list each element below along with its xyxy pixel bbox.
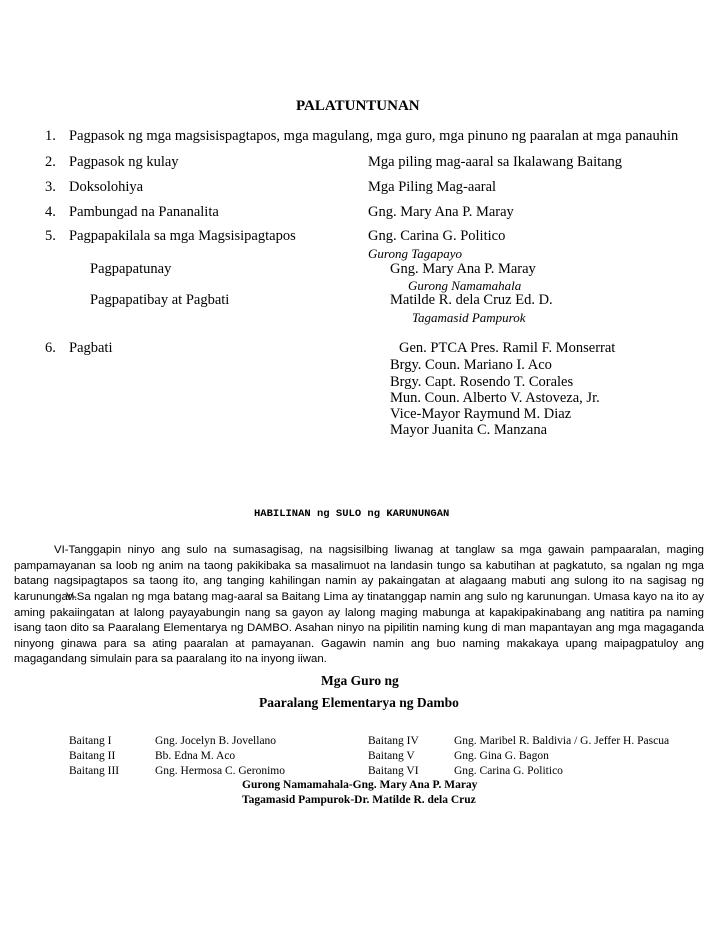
teacher-grade: Baitang II [69,750,116,762]
principal-line: Gurong Namamahala-Gng. Mary Ana P. Maray [242,779,478,791]
supervisor-line: Tagamasid Pampurok-Dr. Matilde R. dela Cruz [242,794,476,806]
greeting-name: Mun. Coun. Alberto V. Astoveza, Jr. [390,390,600,406]
program-item-label: Pagpapakilala sa mga Magsisipagtapos [69,228,296,244]
greeting-name: Brgy. Capt. Rosendo T. Corales [390,374,574,390]
presenter-role: Tagamasid Pampurok [412,310,526,325]
program-item-number: 5. [45,228,56,244]
teacher-grade: Baitang IV [368,735,419,747]
greeting-name: Mayor Juanita C. Manzana [390,422,548,438]
program-subitem-label: Pagpapatibay at Pagbati [90,292,230,308]
teacher-name: Gng. Gina G. Bagon [454,750,549,762]
presenter-role: Gurong Tagapayo [368,246,463,261]
program-title: PALATUNTUNAN [296,98,420,114]
program-item-label: Pagbati [69,340,113,356]
program-item-label: Pagpasok ng mga magsisispagtapos, mga magulang, mga guro, mga pinuno ng paaralan at mga panauhin [69,128,679,144]
greeting-name: Brgy. Coun. Mariano I. Aco [390,357,552,373]
teacher-name: Gng. Carina G. Politico [454,765,563,777]
program-subitem-presenter: Matilde R. dela Cruz Ed. D. [390,292,553,308]
teacher-name: Gng. Jocelyn B. Jovellano [155,735,277,747]
teacher-name: Gng. Maribel R. Baldivia / G. Jeffer H. Pascua [454,735,670,747]
teacher-name: Bb. Edna M. Aco [155,750,236,762]
teacher-grade: Baitang V [368,750,415,762]
teacher-grade: Baitang VI [368,765,419,777]
school-name: Paaralang Elementarya ng Dambo [259,695,459,710]
program-item-presenter: Gng. Carina G. Politico [368,228,506,244]
program-item-number: 4. [45,204,56,220]
presenter-role: Gurong Namamahala [408,278,522,293]
habilinan-paragraph-grade5: V-Sa ngalan ng mga batang mag-aaral sa Baitang Lima ay tinatanggap namin ang sulo ng karunungan. Umasa kayo na ito ay aming pakaiingatan at lalong payayabungin nang sa gayon ay lalong maging mabunga at kapakipakinabang ang natitira pa naming isang taon dito sa Paaralang Elementarya ng DAMBO. Asahan ninyo na pipilitin naming kung di man mapantayan ang mga magaganda ninyong ginawa para sa ating paaralan at pamayanan. Gagawin namin ang buo naming makakaya upang maipagpatuloy ang magagandang simulain para sa paaralang ito na inyong iiwan. [14,591,704,666]
teachers-heading: Mga Guro ng [321,673,399,688]
program-item-presenter: Mga piling mag-aaral sa Ikalawang Baitang [368,154,623,170]
program-item-presenter: Gng. Mary Ana P. Maray [368,204,514,220]
greeting-name: Gen. PTCA Pres. Ramil F. Monserrat [399,340,616,356]
habilinan-paragraph-grade6: VI-Tanggapin ninyo ang sulo na sumasagisag, na nagsisilbing liwanag at tanglaw sa mga gawain pampaaralan, maging pampamayanan sa loob ng anim na taong pakikibaka sa masalimuot na landasin tungo sa kabutihan at pagkatuto, sa ngalan ng mga batang nagsipagtapos sa taong ito, ang tanging kahilingan namin ay pakaingatan at alagaang mabuti ang sulong ito na sagisag ng karunungan. [14,544,704,603]
greeting-name: Vice-Mayor Raymund M. Diaz [390,406,572,422]
teacher-grade: Baitang III [69,765,120,777]
habilinan-title: HABILINAN ng SULO ng KARUNUNGAN [254,508,450,520]
teacher-name: Gng. Hermosa C. Geronimo [155,765,285,777]
program-item-label: Pambungad na Pananalita [69,204,219,220]
program-item-number: 6. [45,340,56,356]
program-item-label: Pagpasok ng kulay [69,154,179,170]
program-item-number: 2. [45,154,56,170]
program-item-presenter: Mga Piling Mag-aaral [368,179,497,195]
program-item-number: 1. [45,128,56,144]
program-subitem-label: Pagpapatunay [90,261,172,277]
teacher-grade: Baitang I [69,735,112,747]
program-subitem-presenter: Gng. Mary Ana P. Maray [390,261,536,277]
program-item-label: Doksolohiya [69,179,144,195]
program-item-number: 3. [45,179,56,195]
